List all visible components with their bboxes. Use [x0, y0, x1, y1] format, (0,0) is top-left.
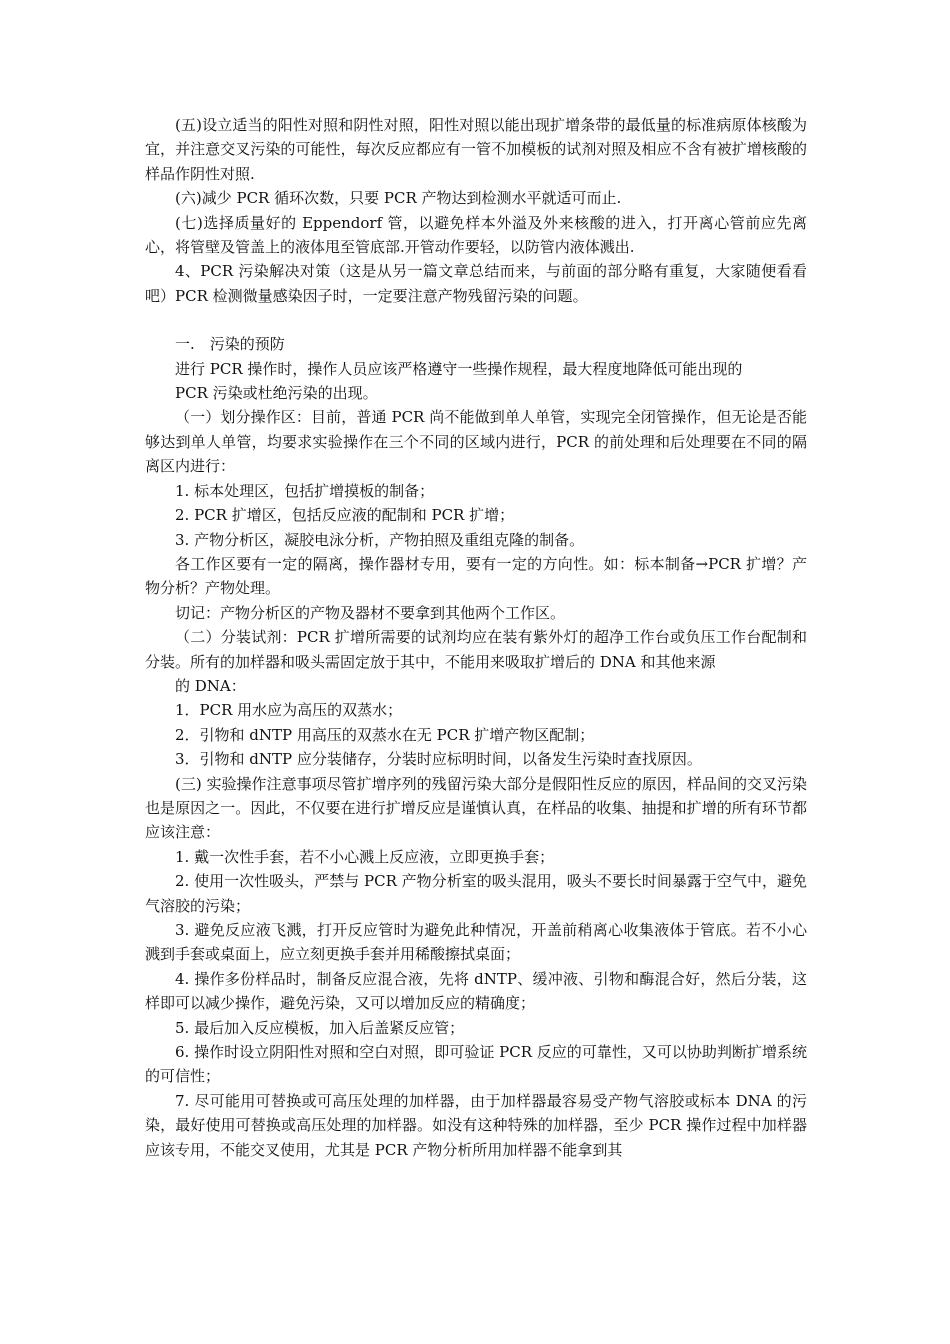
paragraph-divide-work-areas: （一）划分操作区：目前，普通 PCR 尚不能做到单人单管，实现完全闭管操作，但无论是否能够达到单人单管，均要求实验操作在三个不同的区域内进行，PCR 的前处理和后处理要在不同的隔离区内进行：	[145, 408, 807, 476]
list-item-controls: 6. 操作时设立阴阳性对照和空白对照，即可验证 PCR 反应的可靠性，又可以协助判断扩增系统的可信性；	[145, 1043, 807, 1086]
list-item-splash: 3. 避免反应液飞溅，打开反应管时为避免此种情况，开盖前稍离心收集液体于管底。若不小心溅到手套或桌面上，应立刻更换手套并用稀酸擦拭桌面；	[145, 921, 807, 964]
list-item-analysis-area: 3. 产物分析区，凝胶电泳分析，产物拍照及重组克隆的制备。	[175, 530, 585, 549]
list-item-amplification-area: 2. PCR 扩增区，包括反应液的配制和 PCR 扩增；	[175, 506, 515, 525]
paragraph-reminder: 切记：产物分析区的产物及器材不要拿到其他两个工作区。	[175, 603, 566, 622]
list-item-primer-storage: 3．引物和 dNTP 应分装储存，分装时应标明时间，以备发生污染时查找原因。	[175, 750, 702, 769]
list-item-master-mix: 4. 操作多份样品时，制备反应混合液，先将 dNTP、缓冲液、引物和酶混合好，然后分装，这样即可以减少操作，避免污染，又可以增加反应的精确度；	[145, 969, 807, 1013]
list-item-template-last: 5. 最后加入反应模板，加入后盖紧反应管；	[175, 1018, 465, 1037]
list-item-pipettes: 7. 尽可能用可替换或可高压处理的加样器，由于加样器最容易受产物气溶胶或标本 DNA 的污染，最好使用可替换或高压处理的加样器。如没有这种特殊的加样器，至少 PCR 操作过程中加样器应该专用，不能交叉使用，尤其是 PCR 产物分析所用加样器不能拿到其	[145, 1091, 807, 1159]
paragraph-reduce-cycles: (六)减少 PCR 循环次数，只要 PCR 产物达到检测水平就适可而止.	[175, 189, 622, 208]
list-item-primer-prep: 2．引物和 dNTP 用高压的双蒸水在无 PCR 扩增产物区配制；	[175, 725, 595, 744]
section-spacer	[145, 308, 807, 332]
paragraph-area-isolation: 各工作区要有一定的隔离，操作器材专用，要有一定的方向性。如：标本制备→PCR 扩增？产物分析？产物处理。	[145, 554, 807, 598]
paragraph-contamination-strategy: 4、PCR 污染解决对策（这是从另一篇文章总结而来，与前面的部分略有重复，大家随便看看吧）PCR 检测微量感染因子时，一定要注意产物残留污染的问题。	[145, 262, 807, 305]
list-item-tips: 2. 使用一次性吸头，严禁与 PCR 产物分析室的吸头混用，吸头不要长时间暴露于空气中，避免气溶胶的污染；	[145, 872, 807, 915]
paragraph-reagent-aliquot-cont: 的 DNA：	[175, 676, 246, 695]
paragraph-positive-negative-controls: (五)设立适当的阳性对照和阴性对照，阳性对照以能出现扩增条带的最低量的标准病原体核酸为宜，并注意交叉污染的可能性，每次反应都应有一管不加模板的试剂对照及相应不含有被扩增核酸的样品作阴性对照.	[145, 116, 807, 183]
list-item-sample-area: 1. 标本处理区，包括扩增摸板的制备；	[175, 481, 435, 500]
paragraph-eppendorf-tubes: (七)选择质量好的 Eppendorf 管，以避免样本外溢及外来核酸的进入，打开离心管前应先离心，将管壁及管盖上的液体甩至管底部.开管动作要轻，以防管内液体溅出.	[145, 213, 807, 257]
list-item-gloves: 1. 戴一次性手套，若不小心溅上反应液，立即更换手套；	[175, 847, 555, 866]
document-body	[145, 113, 807, 1162]
section-heading-prevention: 一. 污染的预防	[175, 335, 285, 354]
paragraph-operating-rules-cont: PCR 污染或杜绝污染的出现。	[175, 384, 378, 403]
paragraph-reagent-aliquot: （二）分装试剂：PCR 扩增所需要的试剂均应在装有紫外灯的超净工作台或负压工作台配制和分装。所有的加样器和吸头需固定放于其中，不能用来吸取扩增后的 DNA 和其他来源	[145, 628, 807, 671]
paragraph-operating-rules: 进行 PCR 操作时，操作人员应该严格遵守一些操作规程，最大程度地降低可能出现的	[175, 359, 743, 378]
list-item-water: 1．PCR 用水应为高压的双蒸水；	[175, 701, 403, 720]
paragraph-operation-notes: (三) 实验操作注意事项尽管扩增序列的残留污染大部分是假阳性反应的原因，样品间的交叉污染也是原因之一。因此，不仅要在进行扩增反应是谨慎认真，在样品的收集、抽提和扩增的所有环节都应该注意：	[145, 774, 807, 842]
